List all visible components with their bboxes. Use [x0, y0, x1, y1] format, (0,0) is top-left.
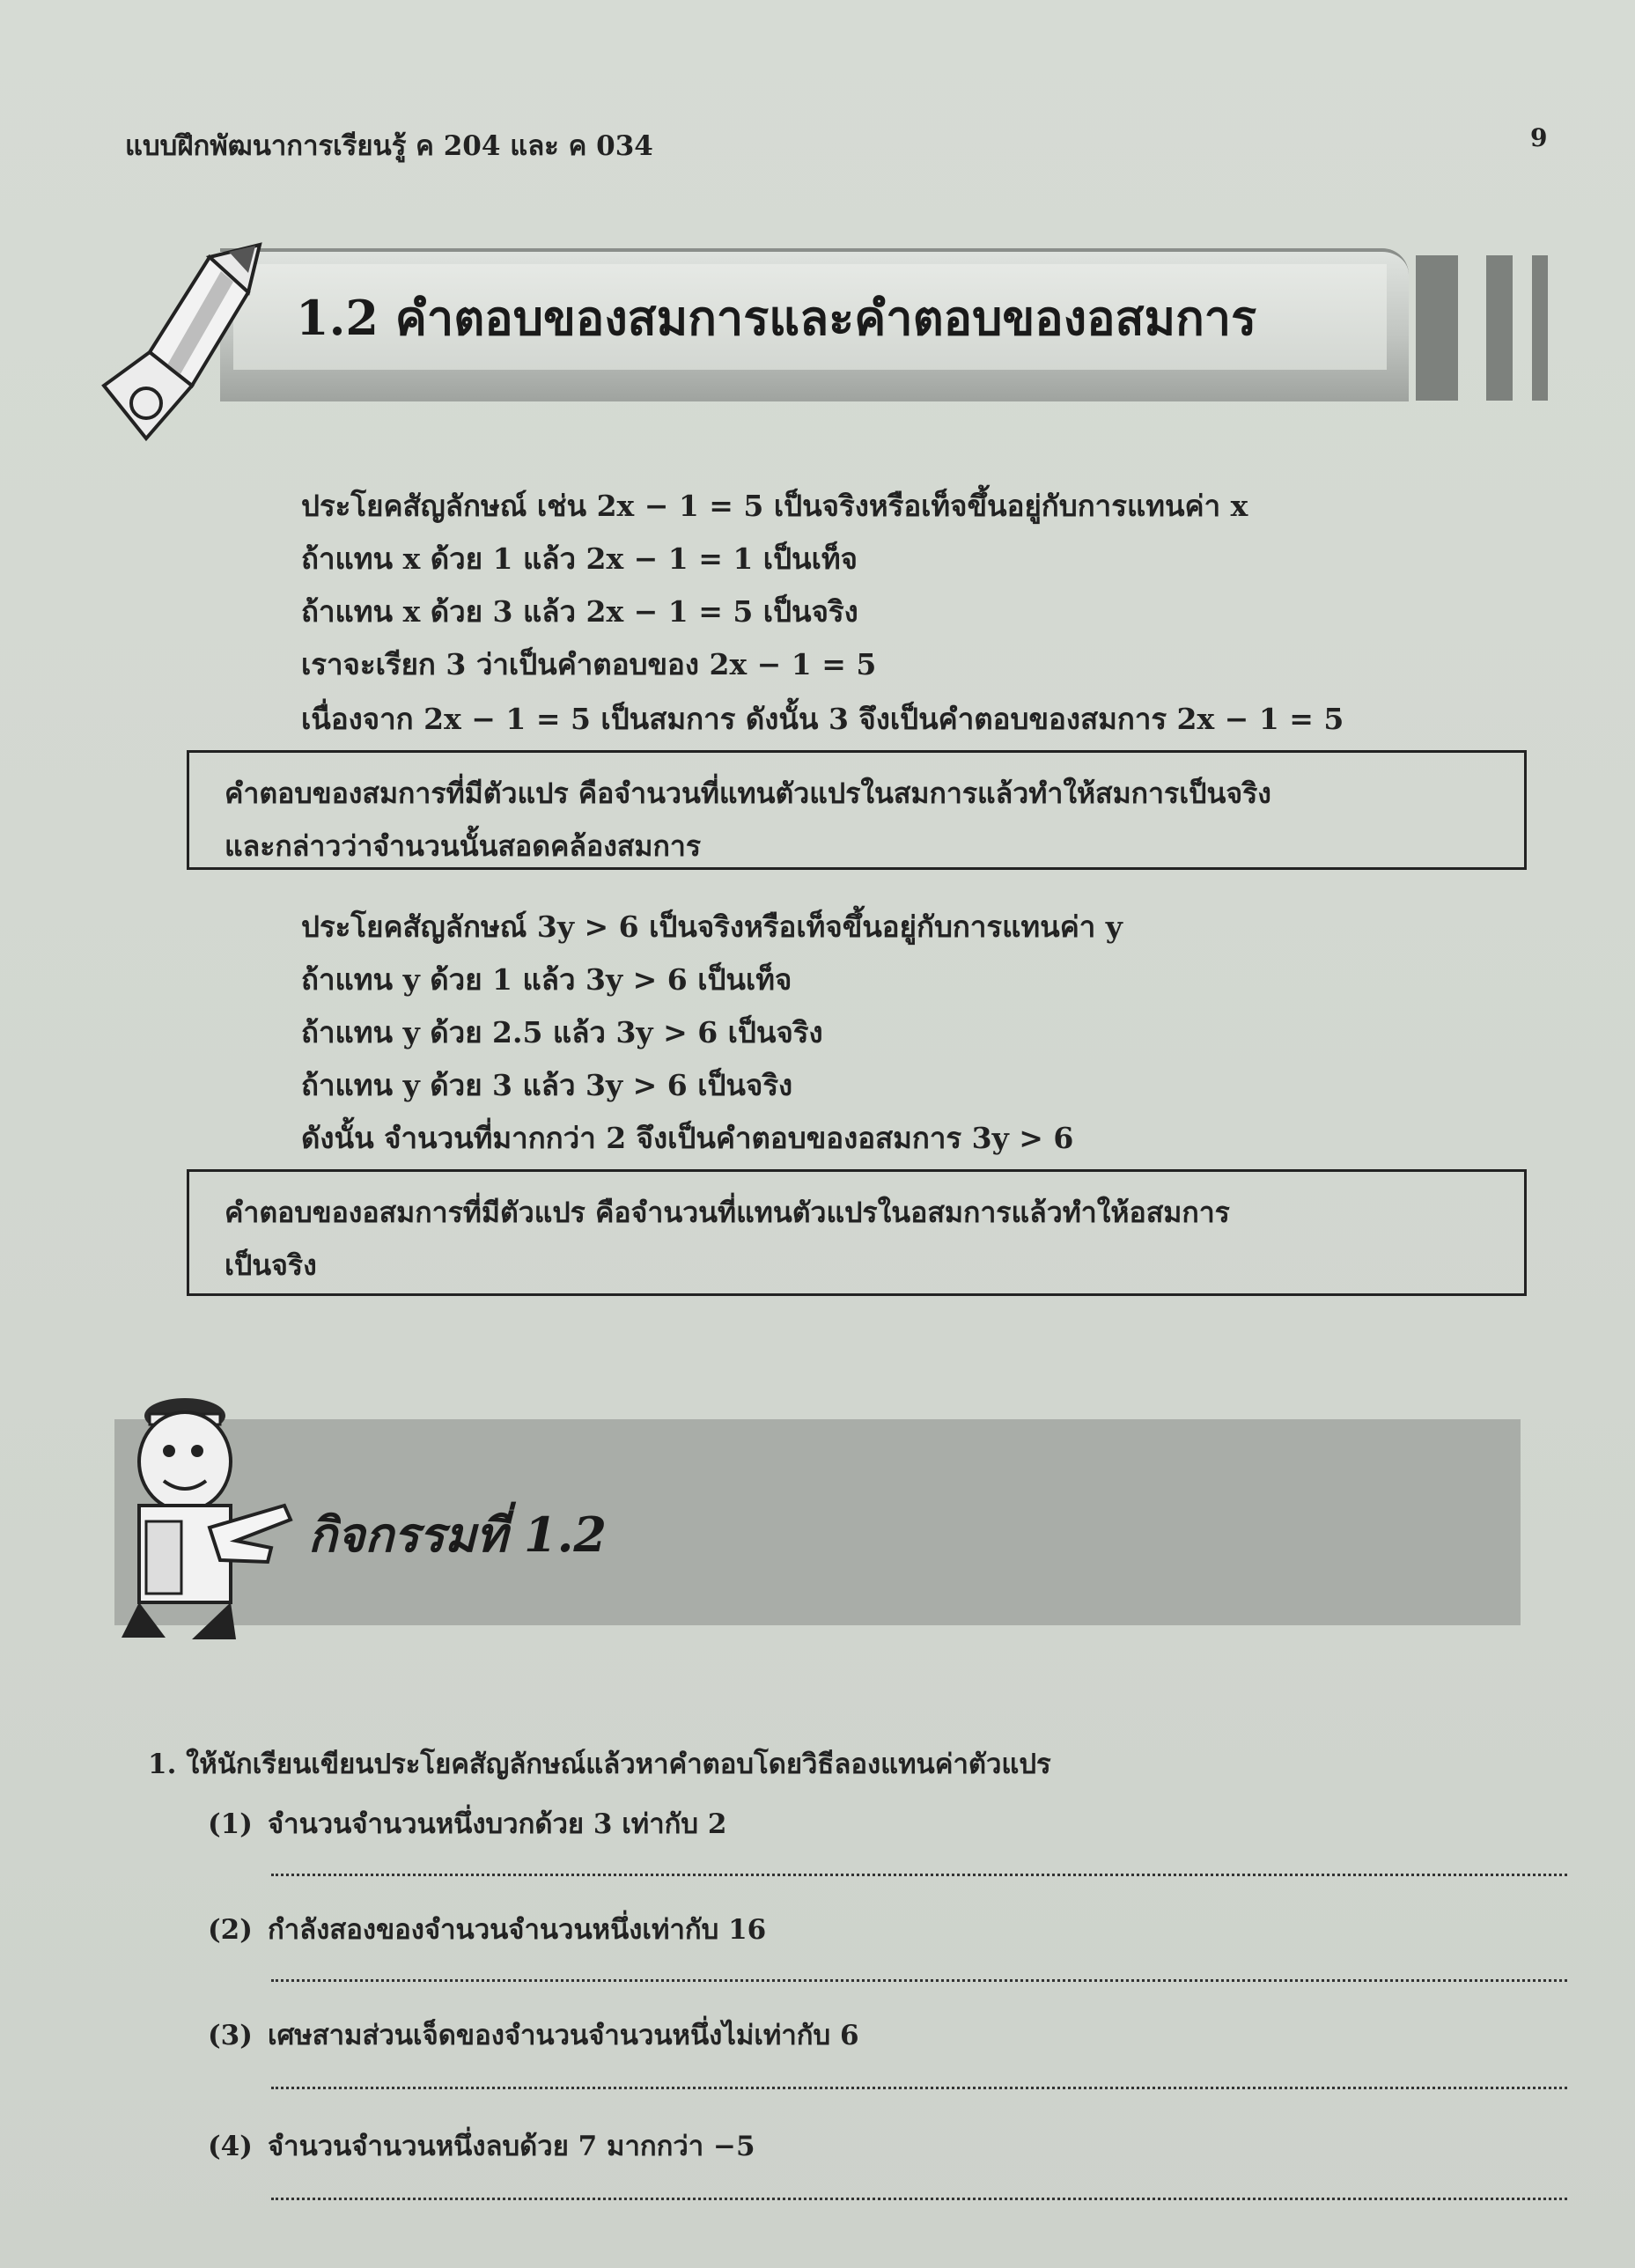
- item-text: เศษสามส่วนเจ็ดของจำนวนจำนวนหนึ่งไม่เท่ากับ 6: [268, 2020, 859, 2051]
- item-number: (4): [208, 2131, 253, 2162]
- answer-line[interactable]: [271, 2198, 1567, 2200]
- definition-line: เป็นจริง: [225, 1248, 317, 1282]
- activity-title: กิจกรรมที่ 1.2: [308, 1506, 607, 1563]
- item-text: กำลังสองของจำนวนจำนวนหนึ่งเท่ากับ 16: [268, 1914, 767, 1946]
- para1-line: เราจะเรียก 3 ว่าเป็นคำตอบของ 2x − 1 = 5: [301, 647, 877, 681]
- exercise-item: [208, 2124, 755, 2168]
- banner-stripe: [1416, 255, 1458, 401]
- banner-stripe: [1532, 255, 1548, 401]
- para2-line: ถ้าแทน y ด้วย 2.5 แล้ว 3y > 6 เป็นจริง: [301, 1015, 823, 1049]
- definition-line: และกล่าวว่าจำนวนนั้นสอดคล้องสมการ: [225, 829, 702, 863]
- para1-line: ถ้าแทน x ด้วย 1 แล้ว 2x − 1 = 1 เป็นเท็จ: [301, 541, 858, 576]
- mascot-pointing-icon: [104, 1373, 306, 1646]
- exercise-item: [208, 2013, 859, 2057]
- inequality-solution-definition: [187, 1169, 1527, 1296]
- exercise-item: [208, 1801, 726, 1845]
- running-head: แบบฝึกพัฒนาการเรียนรู้ ค 204 และ ค 034: [125, 130, 653, 162]
- para1-line: เนื่องจาก 2x − 1 = 5 เป็นสมการ ดังนั้น 3 จึงเป็นคำตอบของสมการ 2x − 1 = 5: [301, 702, 1344, 736]
- section-title: 1.2 คำตอบของสมการและคำตอบของอสมการ: [296, 290, 1257, 346]
- item-number: (3): [208, 2020, 253, 2051]
- answer-line[interactable]: [271, 1979, 1567, 1982]
- para1-line: ถ้าแทน x ด้วย 3 แล้ว 2x − 1 = 5 เป็นจริง: [301, 594, 858, 629]
- para2-line: ถ้าแทน y ด้วย 1 แล้ว 3y > 6 เป็นเท็จ: [301, 962, 792, 997]
- para2-line: ดังนั้น จำนวนที่มากกว่า 2 จึงเป็นคำตอบของอสมการ 3y > 6: [301, 1121, 1074, 1155]
- para2-line: ถ้าแทน y ด้วย 3 แล้ว 3y > 6 เป็นจริง: [301, 1068, 793, 1102]
- answer-line[interactable]: [271, 2087, 1567, 2089]
- exercise-number: 1.: [148, 1749, 177, 1780]
- item-number: (1): [208, 1808, 253, 1840]
- equation-solution-definition: [187, 750, 1527, 870]
- banner-stripe: [1486, 255, 1513, 401]
- definition-line: คำตอบของอสมการที่มีตัวแปร คือจำนวนที่แทนตัวแปรในอสมการแล้วทำให้อสมการ: [225, 1196, 1230, 1229]
- answer-line[interactable]: [271, 1874, 1567, 1876]
- para2-line: ประโยคสัญลักษณ์ 3y > 6 เป็นจริงหรือเท็จขึ้นอยู่กับการแทนค่า y: [301, 909, 1123, 944]
- item-text: จำนวนจำนวนหนึ่งบวกด้วย 3 เท่ากับ 2: [268, 1808, 727, 1840]
- page-number: 9: [1530, 123, 1548, 152]
- item-number: (2): [208, 1914, 253, 1946]
- definition-line: คำตอบของสมการที่มีตัวแปร คือจำนวนที่แทนตัวแปรในสมการแล้วทำให้สมการเป็นจริง: [225, 777, 1271, 810]
- exercise-instruction-text: ให้นักเรียนเขียนประโยคสัญลักษณ์แล้วหาคำตอบโดยวิธีลองแทนค่าตัวแปร: [186, 1749, 1051, 1780]
- pencil-icon: [97, 238, 282, 458]
- exercise-item: [208, 1907, 766, 1951]
- para1-line: ประโยคสัญลักษณ์ เช่น 2x − 1 = 5 เป็นจริงหรือเท็จขึ้นอยู่กับการแทนค่า x: [301, 489, 1248, 523]
- item-text: จำนวนจำนวนหนึ่งลบด้วย 7 มากกว่า −5: [268, 2131, 755, 2162]
- exercise-instruction: [148, 1742, 1051, 1786]
